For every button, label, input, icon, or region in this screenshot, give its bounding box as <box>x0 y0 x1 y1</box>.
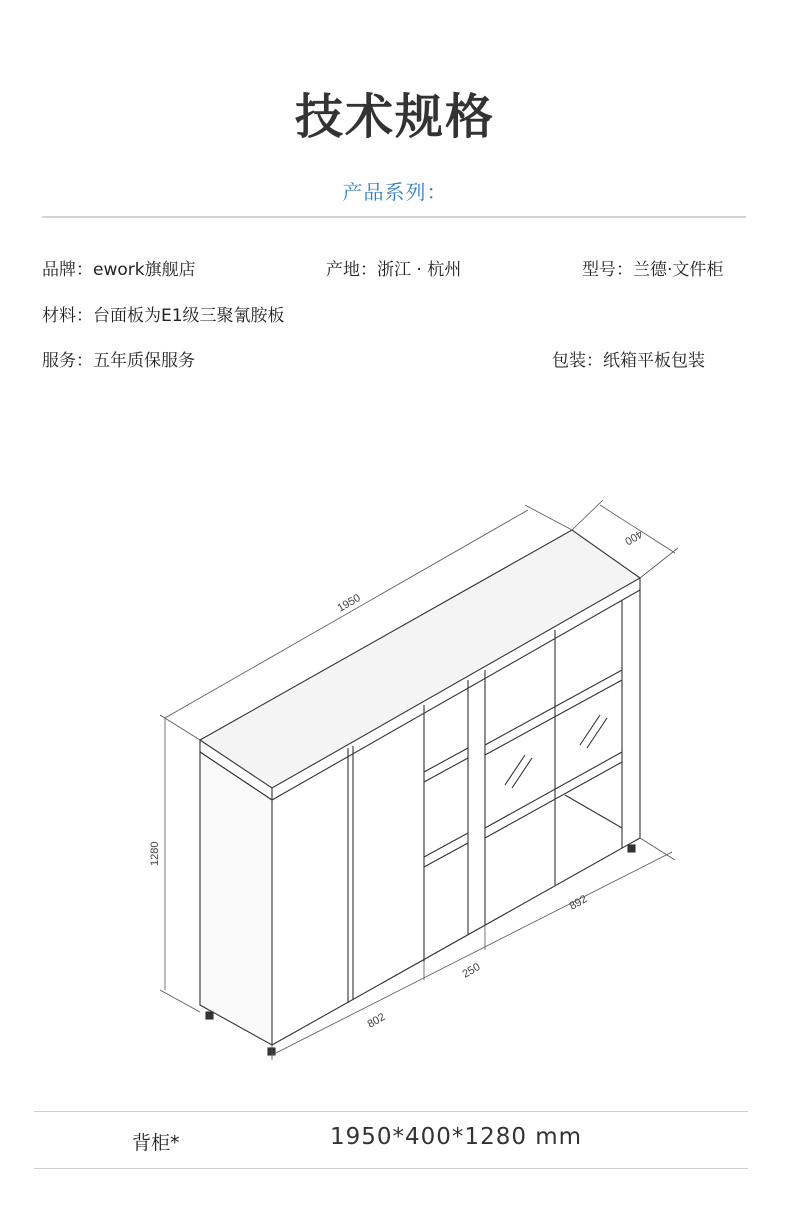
spec-service: 服务：五年质保服务 <box>42 351 195 371</box>
divider <box>42 216 746 218</box>
spec-origin: 产地：浙江 · 杭州 <box>326 260 462 280</box>
spec-packaging: 包装：纸箱平板包装 <box>552 351 705 371</box>
size-row-value: 1950*400*1280 mm <box>330 1124 583 1150</box>
spec-model: 型号：兰德·文件柜 <box>582 260 724 280</box>
product-series-label: 产品系列： <box>342 180 448 204</box>
cabinet-side-panel <box>200 752 272 1045</box>
table-divider-bottom <box>34 1168 748 1169</box>
dimension-right-section: 892 <box>567 893 590 913</box>
dimension-middle-section: 250 <box>460 961 483 981</box>
dimension-depth: 400 <box>622 527 645 547</box>
cabinet-dimension-drawing <box>0 480 790 1080</box>
dimension-width: 1950 <box>335 591 363 615</box>
spec-brand: 品牌：ework旗舰店 <box>42 260 196 280</box>
dimension-height: 1280 <box>149 841 161 866</box>
dimension-left-section: 802 <box>365 1011 388 1031</box>
cabinet-top <box>200 530 640 788</box>
size-row-label: 背柜* <box>132 1132 180 1154</box>
table-divider-top <box>34 1111 748 1112</box>
spec-material: 材料：台面板为E1级三聚氰胺板 <box>42 306 285 326</box>
page-title: 技术规格 <box>294 89 495 145</box>
